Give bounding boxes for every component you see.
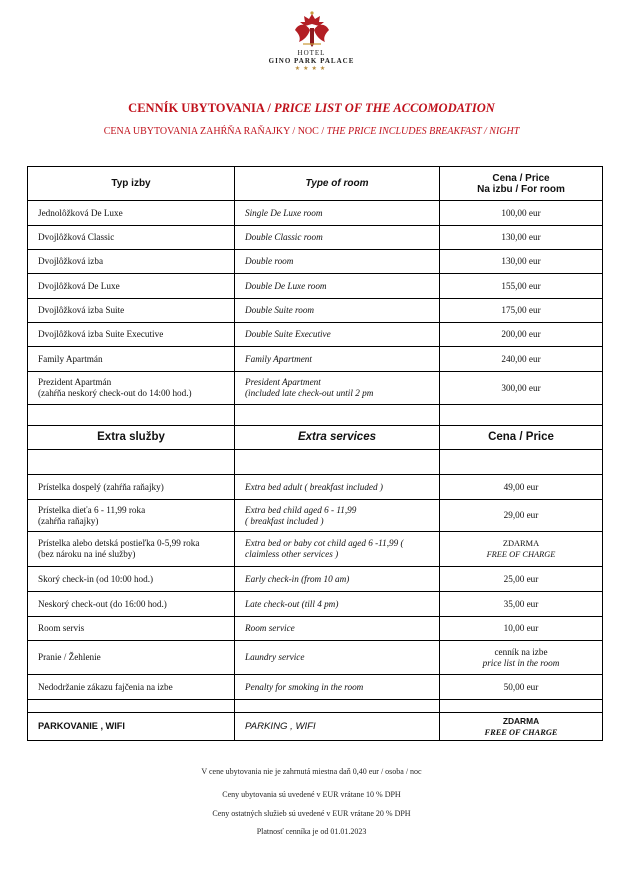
header-price-line2: Na izbu / For room xyxy=(477,183,565,195)
extra-price-line2: FREE OF CHARGE xyxy=(486,550,556,559)
title-en: PRICE LIST OF THE ACCOMODATION xyxy=(273,101,495,115)
table-row xyxy=(28,372,603,405)
extra-price: 35,00 eur xyxy=(440,592,603,617)
extra-sk xyxy=(28,532,235,567)
room-sk-line1: Prezident Apartmán xyxy=(38,377,112,387)
table-row xyxy=(28,323,603,347)
footer-validity: Platnosť cenníka je od 01.01.2023 xyxy=(256,827,367,836)
extra-price: 10,00 eur xyxy=(440,617,603,641)
table-row xyxy=(28,299,603,323)
room-sk: Dvojlôžková izba Suite Executive xyxy=(28,323,235,347)
extra-en: Room service xyxy=(235,617,440,641)
page-title xyxy=(0,101,623,116)
room-en-line2: (included late check-out until 2 pm xyxy=(245,388,374,398)
room-en: Double Suite room xyxy=(235,299,440,323)
extra-sk-line1: Prístelka alebo detská postieľka 0-5,99 roka xyxy=(38,538,200,548)
table-row xyxy=(28,532,603,567)
extra-en: Late check-out (till 4 pm) xyxy=(235,592,440,617)
logo-name-text: GINO PARK PALACE xyxy=(268,57,355,65)
extra-price: 25,00 eur xyxy=(440,567,603,592)
extra-sk xyxy=(28,500,235,532)
table-row xyxy=(28,617,603,641)
extra-en xyxy=(235,500,440,532)
parking-en: PARKING , WIFI xyxy=(235,713,440,741)
room-en: Family Apartment xyxy=(235,347,440,372)
table-row xyxy=(28,274,603,299)
room-price: 175,00 eur xyxy=(440,299,603,323)
room-en: Double De Luxe room xyxy=(235,274,440,299)
extra-en: Penalty for smoking in the room xyxy=(235,675,440,700)
blank-row xyxy=(28,700,603,713)
extra-price: 29,00 eur xyxy=(440,500,603,532)
room-en: Double room xyxy=(235,250,440,274)
extra-en-line1: Extra bed or baby cot child aged 6 -11,99 ( xyxy=(245,538,404,548)
room-price: 100,00 eur xyxy=(440,201,603,226)
footer-vat-rooms: Ceny ubytovania sú uvedené v EUR vrátane 10 % DPH xyxy=(222,790,401,799)
blank-row xyxy=(28,405,603,426)
extra-header-row xyxy=(28,426,603,450)
extra-price xyxy=(440,641,603,675)
extra-en: Extra bed adult ( breakfast included ) xyxy=(235,475,440,500)
room-en-line1: President Apartment xyxy=(245,377,321,387)
room-sk: Dvojlôžková De Luxe xyxy=(28,274,235,299)
header-room-type-sk: Typ izby xyxy=(28,167,235,201)
parking-sk: PARKOVANIE , WIFI xyxy=(28,713,235,741)
header-price-line1: Cena / Price xyxy=(492,172,550,184)
title-sk: CENNÍK UBYTOVANIA / xyxy=(128,101,274,115)
extra-sk: Prístelka dospelý (zahŕňa raňajky) xyxy=(28,475,235,500)
subtitle-sk: CENA UBYTOVANIA ZAHŔŇA RAŇAJKY / NOC / xyxy=(103,126,327,137)
header-extra-en: Extra services xyxy=(235,426,440,450)
extra-price-line2: price list in the room xyxy=(482,657,560,668)
room-price: 300,00 eur xyxy=(440,372,603,405)
table-row xyxy=(28,675,603,700)
room-sk: Dvojlôžková izba xyxy=(28,250,235,274)
subtitle-en: THE PRICE INCLUDES BREAKFAST / NIGHT xyxy=(326,126,520,137)
extra-sk: Nedodržanie zákazu fajčenia na izbe xyxy=(28,675,235,700)
room-sk: Dvojlôžková izba Suite xyxy=(28,299,235,323)
table-row xyxy=(28,347,603,372)
room-en: Double Classic room xyxy=(235,226,440,250)
header-extra-sk: Extra služby xyxy=(28,426,235,450)
extra-en: Early check-in (from 10 am) xyxy=(235,567,440,592)
header-room-type-en: Type of room xyxy=(235,167,440,201)
hotel-logo xyxy=(0,10,623,72)
room-en: Single De Luxe room xyxy=(235,201,440,226)
table-row xyxy=(28,201,603,226)
extra-en xyxy=(235,532,440,567)
table-row xyxy=(28,567,603,592)
extra-en-line2: claimless other services ) xyxy=(245,549,339,559)
room-en: Double Suite Executive xyxy=(235,323,440,347)
extra-sk: Room servis xyxy=(28,617,235,641)
crest-icon xyxy=(289,10,335,48)
room-price: 130,00 eur xyxy=(440,226,603,250)
footer-local-tax: V cene ubytovania nie je zahrnutá miestna daň 0,40 eur / osoba / noc xyxy=(201,767,422,776)
extra-sk-line1: Prístelka dieťa 6 - 11,99 roka xyxy=(38,504,146,515)
room-sk: Dvojlôžková Classic xyxy=(28,226,235,250)
extra-price: 49,00 eur xyxy=(440,475,603,500)
extra-sk: Pranie / Žehlenie xyxy=(28,641,235,675)
extra-en: Laundry service xyxy=(235,641,440,675)
table-row xyxy=(28,592,603,617)
blank-row xyxy=(28,450,603,475)
price-table xyxy=(27,166,603,741)
extra-en-line1: Extra bed child aged 6 - 11,99 xyxy=(245,504,357,515)
header-extra-price: Cena / Price xyxy=(440,426,603,450)
table-row xyxy=(28,641,603,675)
extra-sk-line2: (bez nároku na iné služby) xyxy=(38,549,136,559)
extra-en-line2: ( breakfast included ) xyxy=(245,515,324,526)
extra-sk: Neskorý check-out (do 16:00 hod.) xyxy=(28,592,235,617)
parking-row xyxy=(28,713,603,741)
extra-sk-line2: (zahŕňa raňajky) xyxy=(38,515,99,526)
table-row xyxy=(28,250,603,274)
table-row xyxy=(28,500,603,532)
logo-hotel-text: HOTEL xyxy=(297,49,326,57)
room-price: 200,00 eur xyxy=(440,323,603,347)
room-en xyxy=(235,372,440,405)
extra-price xyxy=(440,532,603,567)
parking-price xyxy=(440,713,603,741)
room-price: 155,00 eur xyxy=(440,274,603,299)
table-row xyxy=(28,475,603,500)
extra-sk: Skorý check-in (od 10:00 hod.) xyxy=(28,567,235,592)
room-sk-line2: (zahŕňa neskorý check-out do 14:00 hod.) xyxy=(38,388,192,398)
room-sk: Family Apartmán xyxy=(28,347,235,372)
room-sk xyxy=(28,372,235,405)
logo-stars: ★★★★ xyxy=(294,66,329,72)
room-price: 240,00 eur xyxy=(440,347,603,372)
extra-price-line1: cenník na izbe xyxy=(494,646,548,657)
room-price: 130,00 eur xyxy=(440,250,603,274)
parking-price-line2: FREE OF CHARGE xyxy=(484,727,558,737)
room-sk: Jednolôžková De Luxe xyxy=(28,201,235,226)
parking-price-line1: ZDARMA xyxy=(502,715,540,726)
rooms-header-row xyxy=(28,167,603,201)
header-price xyxy=(440,167,603,201)
extra-price: 50,00 eur xyxy=(440,675,603,700)
page-subtitle xyxy=(0,126,623,137)
extra-price-line1: ZDARMA xyxy=(502,539,540,548)
table-row xyxy=(28,226,603,250)
footer-vat-services: Ceny ostatných služieb sú uvedené v EUR vrátane 20 % DPH xyxy=(212,809,411,818)
